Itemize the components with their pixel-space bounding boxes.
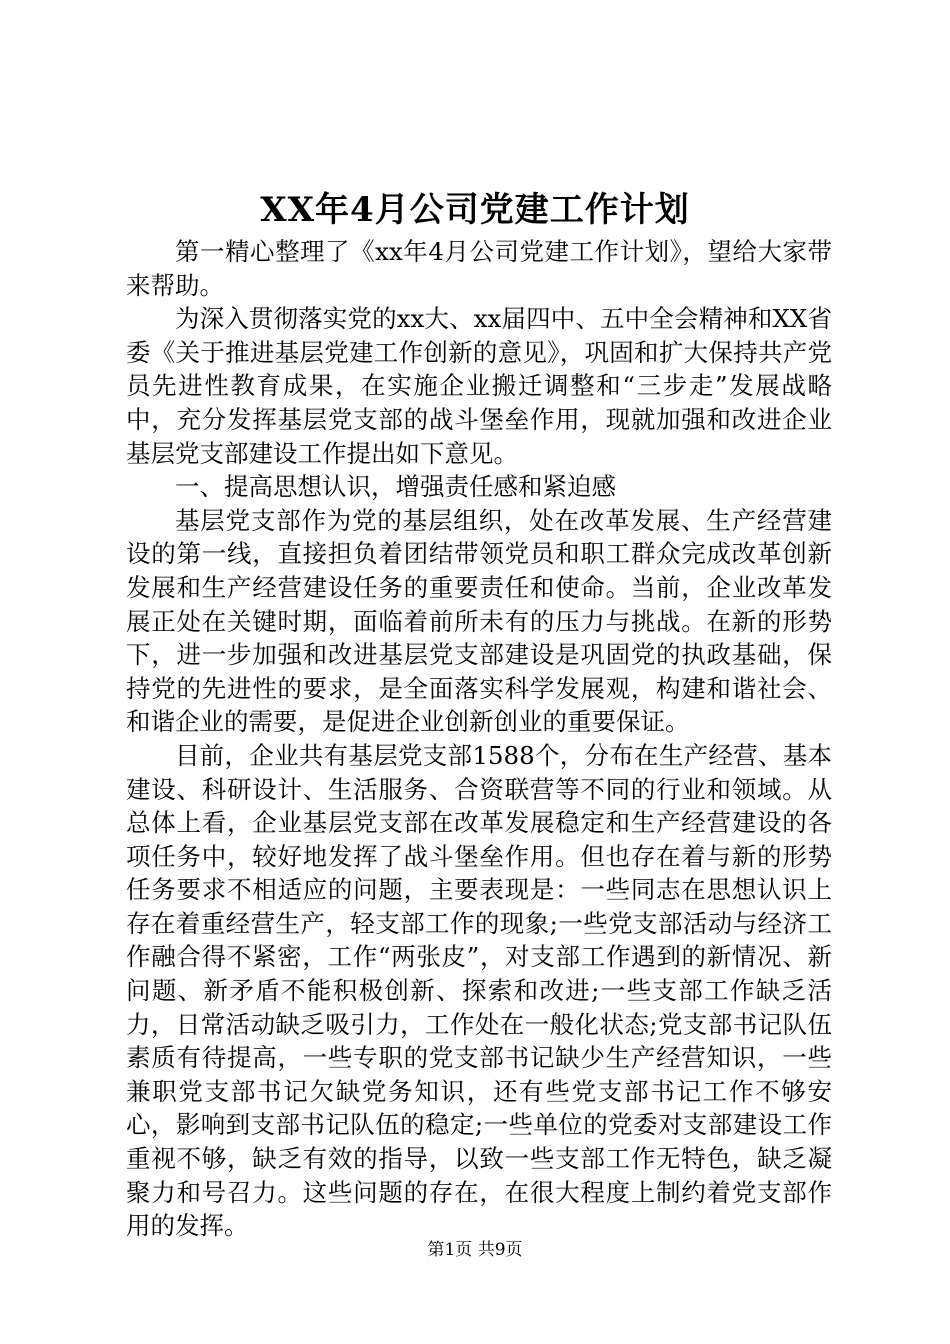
document-body [126, 235, 832, 1243]
paragraph-purpose: 为深入贯彻落实党的xx大、xx届四中、五中全会精神和XX省委《关于推进基层党建工作创新的意见》，巩固和扩大保持共产党员先进性教育成果，在实施企业搬迁调整和“三步走”发展战略中，充分发挥基层党支部的战斗堡垒作用，现就加强和改进企业基层党支部建设工作提出如下意见。 [126, 304, 832, 468]
paragraph-intro: 第一精心整理了《xx年4月公司党建工作计划》，望给大家带来帮助。 [126, 237, 832, 300]
document-title: XX年4月公司党建工作计划 [260, 190, 690, 230]
page-footer: 第1页 共9页 [427, 1240, 523, 1260]
paragraph-current-status: 目前，企业共有基层党支部1588个，分布在生产经营、基本建设、科研设计、生活服务、合资联营等不同的行业和领域。从总体上看，企业基层党支部在改革发展稳定和生产经营建设的各项任务中，较好地发挥了战斗堡垒作用。但也存在着与新的形势任务要求不相适应的问题，主要表现是：一些同志在思想认识上存在着重经营生产，轻支部工作的现象;一些党支部活动与经济工作融合得不紧密，工作“两张皮”，对支部工作遇到的新情况、新问题、新矛盾不能积极创新、探索和改进;一些支部工作缺乏活力，日常活动缺乏吸引力，工作处在一般化状态;党支部书记队伍素质有待提高，一些专职的党支部书记缺少生产经营知识，一些兼职党支部书记欠缺党务知识，还有些党支部书记工作不够安心，影响到支部书记队伍的稳定;一些单位的党委对支部建设工作重视不够，缺乏有效的指导，以致一些支部工作无特色，缺乏凝聚力和号召力。这些问题的存在，在很大程度上制约着党支部作用的发挥。 [126, 740, 832, 1241]
section-heading-1: 一、提高思想认识，增强责任感和紧迫感 [175, 472, 616, 502]
paragraph-importance: 基层党支部作为党的基层组织，处在改革发展、生产经营建设的第一线，直接担负着团结带领党员和职工群众完成改革创新发展和生产经营建设任务的重要责任和使命。当前，企业改革发展正处在关键时期，面临着前所未有的压力与挑战。在新的形势下，进一步加强和改进基层党支部建设是巩固党的执政基础，保持党的先进性的要求，是全面落实科学发展观，构建和谐社会、和谐企业的需要，是促进企业创新创业的重要保证。 [126, 505, 832, 737]
